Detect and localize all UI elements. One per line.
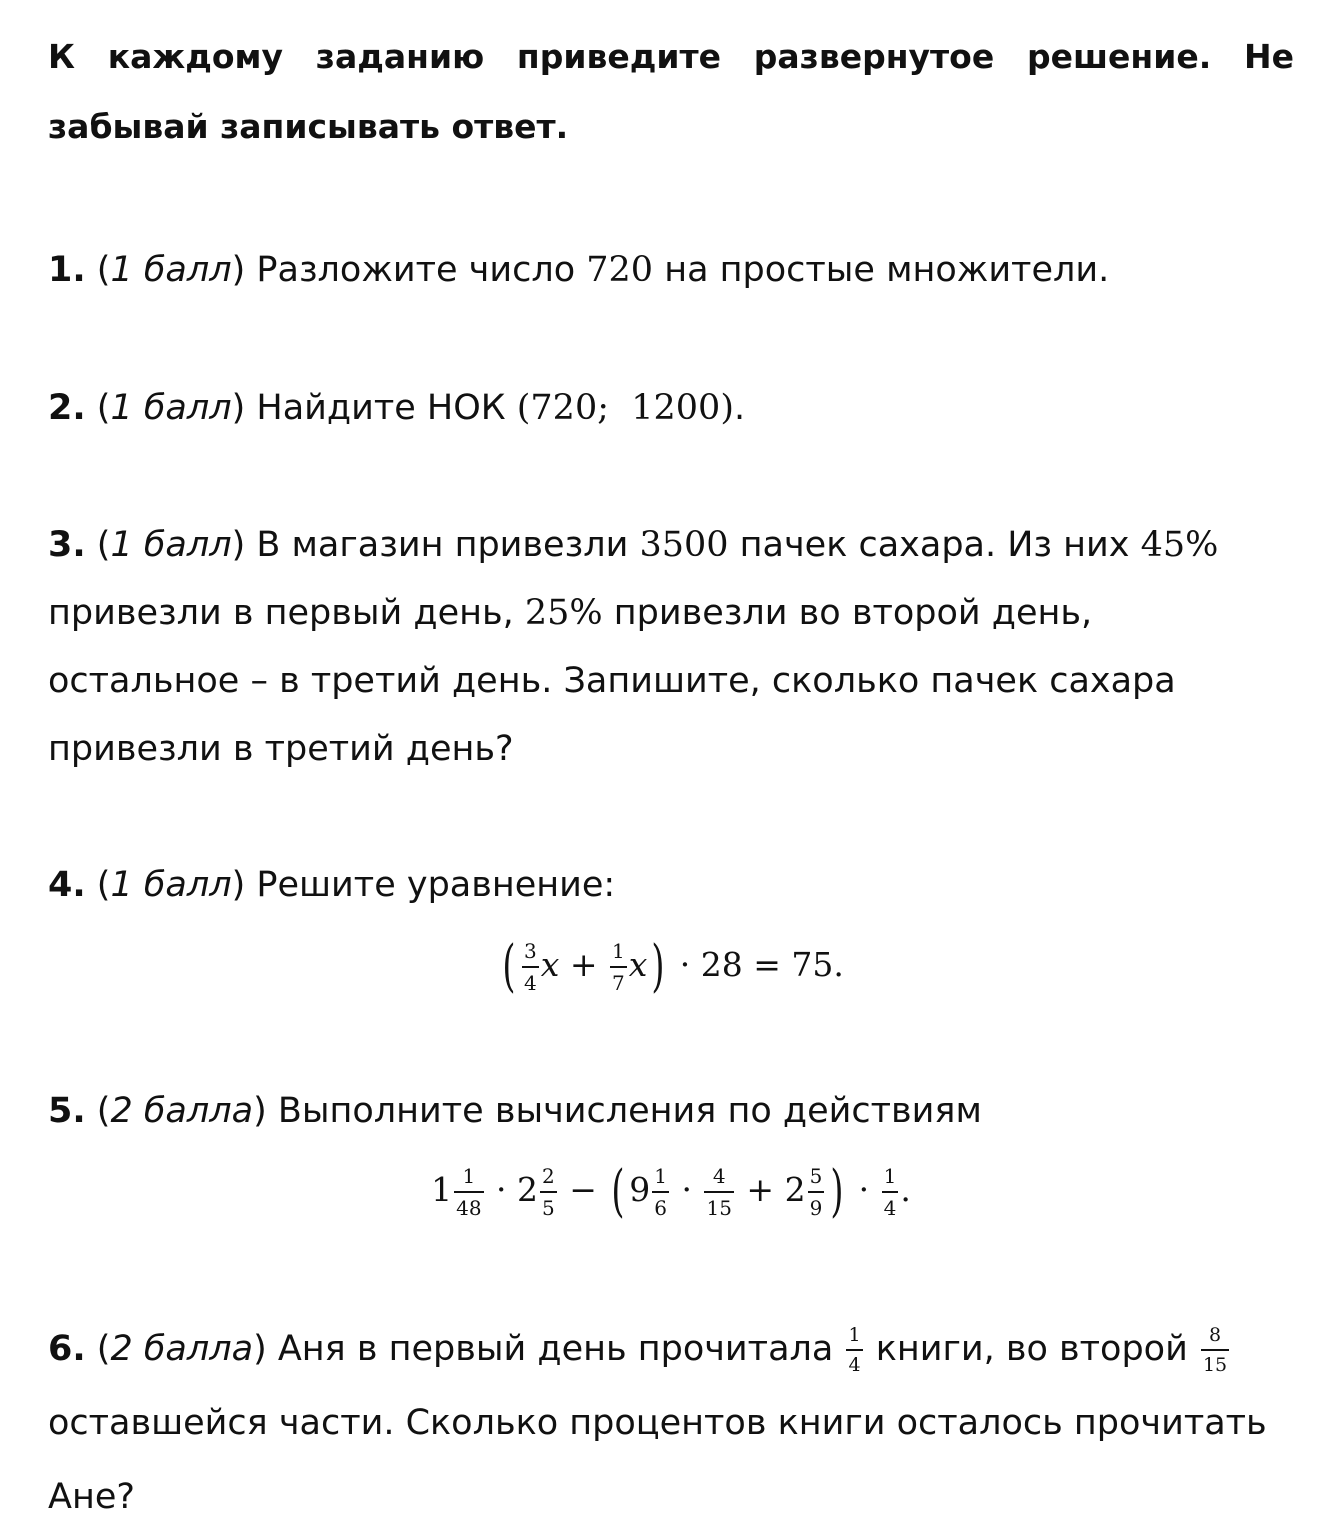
task-6: 6. (2 балла) Аня в первый день прочитала $\frac{1}{4}$ книги, во второй $\frac{8}{15}$ оставшейся части. Сколько процентов книги осталось прочитать Ане? bbox=[48, 1324, 1267, 1517]
task-text: Выполните вычисления по действиям bbox=[266, 1091, 982, 1131]
math-expression: (720; 1200) bbox=[516, 388, 734, 428]
task-points: 2 балла bbox=[110, 1091, 254, 1131]
fraction: $\frac{4}{15}$ bbox=[706, 1164, 732, 1220]
task-number: 1. bbox=[48, 250, 86, 290]
dot-sign: · bbox=[671, 1170, 703, 1209]
variable-x: x bbox=[628, 945, 648, 984]
minus-sign: − bbox=[558, 1170, 608, 1209]
task-5: 5. (2 балла) Выполните вычисления по действиям bbox=[48, 1091, 982, 1131]
task-number: 3. bbox=[48, 525, 86, 565]
paren-close: ) bbox=[651, 934, 665, 999]
plus-sign: + bbox=[735, 1170, 785, 1209]
task-text: книги, во второй bbox=[864, 1329, 1199, 1369]
task-4: 4. (1 балл) Решите уравнение: bbox=[48, 865, 616, 905]
plus-sign: + bbox=[559, 945, 609, 984]
fraction: $\frac{1}{4}$ bbox=[848, 1324, 861, 1376]
dot-sign: · bbox=[848, 1170, 880, 1209]
period: . bbox=[900, 1170, 911, 1209]
paren-open: ( bbox=[611, 1159, 625, 1224]
whole-part: 9 bbox=[629, 1170, 651, 1209]
task-3: 3. (1 балл) В магазин привезли 3500 пачек сахара. Из них 45% привезли в первый день, 25% привезли во второй день, остальное – в третий день. Запишите, сколько пачек сахара привезли в третий день? bbox=[48, 525, 1219, 769]
expression bbox=[48, 1150, 1294, 1230]
math-number: 3500 bbox=[639, 525, 729, 565]
fraction: $\frac{8}{15}$ bbox=[1202, 1324, 1228, 1376]
task-points: 2 балла bbox=[110, 1329, 254, 1369]
task-text: пачек сахара. Из них bbox=[728, 525, 1141, 565]
task-number: 2. bbox=[48, 388, 86, 428]
fraction: $\frac{1}{6}$ bbox=[654, 1164, 667, 1220]
paren-close: ) bbox=[830, 1159, 844, 1224]
dot-sign: · bbox=[485, 1170, 518, 1209]
task-text: . bbox=[733, 388, 746, 428]
task-text: привезли во второй день, остальное – в третий день. Запишите, сколько пачек сахара привезли в третий день? bbox=[48, 593, 1176, 769]
task-points: 1 балл bbox=[110, 250, 232, 290]
task-number: 6. bbox=[48, 1329, 86, 1369]
variable-x: x bbox=[540, 945, 560, 984]
task-text: оставшейся части. Сколько процентов книги осталось прочитать Ане? bbox=[48, 1403, 1267, 1517]
fraction: $\frac{2}{5}$ bbox=[542, 1164, 555, 1220]
instructions: К каждому заданию приведите развернутое решение. Не забывай записывать ответ. bbox=[48, 37, 1294, 146]
whole-part: 2 bbox=[517, 1170, 539, 1209]
task-2: 2. (1 балл) Найдите НОК (720; 1200). bbox=[48, 388, 746, 428]
task-text: Аня в первый день прочитала bbox=[266, 1329, 845, 1369]
task-points: 1 балл bbox=[110, 525, 232, 565]
fraction: $\frac{1}{7}$ bbox=[612, 939, 625, 995]
math-number: 720 bbox=[586, 250, 654, 290]
task-text: на простые множители. bbox=[653, 250, 1110, 290]
task-text: Разложите число bbox=[245, 250, 587, 290]
whole-part: 2 bbox=[784, 1170, 806, 1209]
whole-part: 1 bbox=[431, 1170, 453, 1209]
fraction: $\frac{1}{48}$ bbox=[456, 1164, 482, 1220]
math-number: 25% bbox=[524, 593, 603, 633]
task-number: 4. bbox=[48, 865, 86, 905]
task-1: 1. (1 балл) Разложите число 720 на простые множители. bbox=[48, 250, 1110, 290]
task-text: привезли в первый день, bbox=[48, 593, 525, 633]
equation bbox=[48, 925, 1294, 1005]
task-points: 1 балл bbox=[110, 865, 232, 905]
task-points: 1 балл bbox=[110, 388, 232, 428]
task-text: Найдите НОК bbox=[245, 388, 517, 428]
math-number: 45% bbox=[1140, 525, 1219, 565]
task-text: Решите уравнение: bbox=[245, 865, 616, 905]
equation-rest: · 28 = 75. bbox=[669, 945, 844, 984]
task-number: 5. bbox=[48, 1091, 86, 1131]
paren-open: ( bbox=[502, 934, 516, 999]
fraction: $\frac{3}{4}$ bbox=[524, 939, 537, 995]
task-text: В магазин привезли bbox=[245, 525, 640, 565]
fraction: $\frac{1}{4}$ bbox=[883, 1164, 897, 1220]
fraction: $\frac{5}{9}$ bbox=[809, 1164, 823, 1220]
